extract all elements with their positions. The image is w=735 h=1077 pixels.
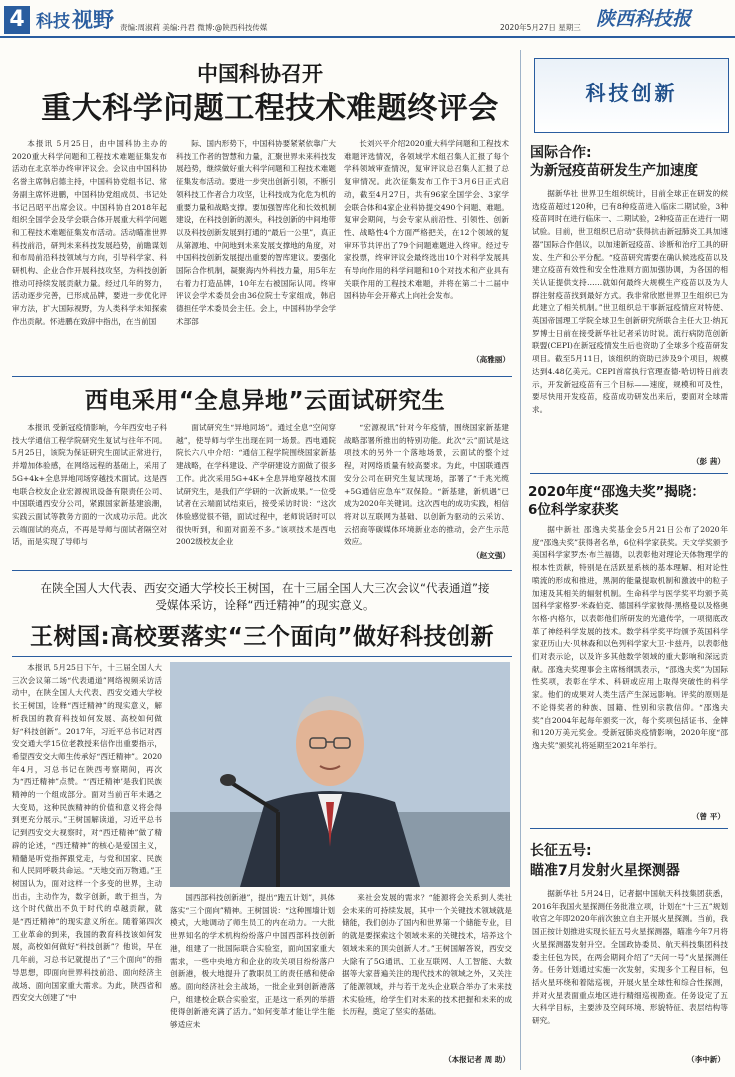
article3-col3: 来社会发展的需求？“能源将会关系到人类社会未来的可持续发展，其中一个关键技术领域就是储能，我们创办了国内和世界第一个储能专业，目的就是要探索这个领域未来的关键技术，培养这个领域未来的顶尖创新人才。”王树国解答说，西安交大除有了5G通讯、工业互联网、人工智能、大数据等大家普遍关注的现代技术的领域之外，又关注了能源领域，并与若干龙头企业联合举办了未来技术实验班，给学生们对未来的技术把握和未来的成长历程，奠定了坚实的基础。 bbox=[342, 893, 512, 1017]
article3-col2: 国西部科技创新港”，提出“跑五计划”，具体落实“三个面向”精神。王树国说：“这种围墙计划模式，大地调动了师生员工的内在动力。一大批世界知名的学术机构纷纷落户中国西部科技创新港，组建了一批国际联合实验室，面向国家重大需求，一些中央地方和企业的攻关项目纷纷落户创新港，极大地提升了教职员工的责任感和使命感。面向经济社会主战场，一批企业到创新港落户，组建校企联合实验室，正是这一系列的举措使得创新港充满了活力。”如何变革才能让学生能够适应未 bbox=[170, 893, 335, 1030]
side2-body: 据中新社 邵逸夫奖基金会5月21日公布了2020年度“邵逸夫奖”获得者名单，6位科学家获奖。天文学奖颁予美国科学家罗杰·布兰福德，以表彰他对理论天体物理学的根本性贡献，特别是在活跃星系核的基本理解、相对论性喷流的形成和推进，黑洞的能量提取机制和激波中的粒子加速及其相关的辐射机制。生命科学与医学奖平均颁予英国科学家格罗·米森伯克、德国科学家彼得·黑格曼以及格奥尔格·内格尔，以表彰他们所研发的光遗传学，一项彻底改革了神经科学发展的技术。数学科学奖平均颁予英国科学家亚历山大·贝林森和以色列科学家大卫·卡兹丹，以表彰他们对表示论，以及许多其他数学领域的重大影响和深远贡献。邵逸夫奖理事会主席杨纲凯表示，“邵逸夫奖”为国际性奖项，表彰在学术、科研或应用上取得突破性的科学家。他们的成果对人类生活产生深远影响。评奖的原则是不论得奖者的种族、国籍、性别和宗教信仰。“邵逸夫奖”自2004年起每年颁奖一次，每个奖项包括证书、金牌和120万美元奖金。受新冠肺炎疫情影响，2020年度“邵逸夫奖”颁奖礼将延期至2021年举行。 bbox=[532, 525, 728, 750]
article1-col3: 长刘兴平介绍2020重大科学问题和工程技术难题评选情况，各领域学术组召集人汇报了每个学科领域审查情况，复审评议总召集人汇报了总复审情况。此次征集发布工作于3月6日正式启动，截至4月27日，共有96家全国学会、3家学会联合体和4家企业科协提交490个问题、难题。复审会期间，与会专家从前沿性、引领性、创新性、战略性4个方面严格把关，在12个领域的复审环节共评出了79个问题难题进入终审。经过专家投票，终审评议会最终选出10个对科学发展具有导向作用的科学问题和10个对技术和产业具有关联作用的工程技术难题，并将在第二十二届中国科协年会开幕式上向社会发布。 bbox=[344, 139, 509, 301]
paper-name: 陕西科技报 bbox=[596, 8, 692, 30]
sidebar-logo bbox=[534, 58, 729, 133]
side1-divider bbox=[530, 473, 728, 474]
article2-col2: 面试研究生“异地同场”。通过全息“空间穿越”，使导师与学生出现在同一场景。西电通院院长六八中介绍：“通信工程学院围绕国家新基建战略，在学科建设、产学研建设方面做了很多工作。此次采用5G+4K+全息异地穿越技术面试研究生，是我们产学研的一次新成果。”一位受试者在云端面试结束后，接受采访时说：“这次体验感觉很不错，面试过程中，老师说话时可以很快听到，和面对面差不多。”该项技术是西电2002级校友企业 bbox=[176, 423, 336, 547]
article2-col3: “宏源视讯”针对今年疫情，围绕国家新基建战略部署所推出的特别功能。此次“云”面试是这项技术的另外一个落地场景，云面试的整个过程，对网络质量有较高要求。为此，中国联通西安分公司在研究生复试现场，部署了“千兆光缆+5G通信应急车”双保险。“新基建，新机遇”已成为2020年关键词。这次西电的成功实践，相信将对以互联网为基础、以创新为驱动的云采访、云招商等碳媒体环境新业态的推动，会产生示范效应。 bbox=[344, 423, 509, 547]
side1-title-a: 国际合作: bbox=[530, 145, 592, 161]
article1-byline: （高雅丽） bbox=[472, 355, 510, 364]
sidebar-logo-title: 科技创新 bbox=[585, 81, 678, 105]
article2-divider bbox=[12, 570, 512, 571]
portrait-photo bbox=[170, 662, 510, 887]
article1-col2: 际、国内形势下，中国科协要紧紧依靠广大科技工作者的智慧和力量，汇聚世界未来科技发展趋势，继续做好重大科学问题和工程技术难题征集发布活动。要进一步突出创新引领，不断引领科技工作者合力攻坚，让科技成为化危为机的重要力量和战略支撑。要加强智库化和长效机制建设，在科技创新的源头，科技创新的中间地带以及科技创新发展到打通的“最后一公里”，真正从第源地、中间地到未来发展支撑地的角度，对中国科技创新发展提出重要的智库建议。要强化国际合作机制，凝聚海内外科技力量，用5年左右着力打造品牌，10年左右被国际认同。终审评议会学术委员会由36位院士专家组成，韩启德担任学术委员会主任。会上，中国科协学会学术部部 bbox=[176, 139, 336, 326]
side1-title-b: 为新冠疫苗研发生产加速度 bbox=[530, 163, 698, 179]
editors-line: 责编:周淑莉 美编:丹君 微博:@陕西科技传媒 bbox=[120, 23, 268, 32]
article1-divider bbox=[12, 376, 512, 377]
side2-title-b: 6位科学家获奖 bbox=[528, 502, 619, 518]
side1-body: 据新华社 世界卫生组织统计，目前全球正在研发的候选疫苗超过120种，已有8种疫苗进入临床二期试验，3种疫苗同时在进行临床一、二期试验，2种疫苗正在进行一期试验。目前，世卫组织已启动“获得抗击新冠肺炎工具加速器”国际合作倡议，以加速新冠疫苗、诊断和治疗工具的研发、生产和公平分配。“疫苗研究需要在确认候选疫苗以及建立疫苗有效性和安全性准则方面加强协调，为各国的相关认证提供支持……就如何最终大规模生产疫苗以及为人群注射疫苗找到最好方式。我非常欣慰世界卫生组织已为此建立了相关机制。”世卫组织总干事新冠疫情应对特使、英国帝国理工学院全球卫生创新研究所联合主任大卫·纳瓦罗博士日前在接受新华社记者采访时说。流行病防范创新联盟(CEPI)在新冠疫情发生后也资助了全球多个疫苗研发项目。截至5月11日，该组织的资助已涉及9个项目，规模达到4.48亿美元。CEPI首席执行官理查德·哈切特日前表示，开发新冠疫苗有三个目标——速度，规模和可及性，要尽快用开发疫苗，疫苗成功研发出来后，要面对全球需求。 bbox=[532, 189, 728, 414]
side1-byline: （彭 茜） bbox=[691, 457, 725, 466]
section-title bbox=[36, 4, 114, 34]
issue-date: 2020年5月27日 星期三 bbox=[500, 23, 581, 32]
section-title-b: 视野 bbox=[72, 8, 114, 32]
side2-divider bbox=[530, 828, 728, 829]
column-divider bbox=[520, 50, 521, 1070]
article1-kicker: 中国科协召开 bbox=[197, 62, 323, 86]
article3-headline: 王树国:高校要落实“三个面向”做好科技创新 bbox=[30, 624, 494, 650]
side2-title-a: 2020年度“邵逸夫奖”揭晓： bbox=[528, 484, 705, 500]
page-number: 4 bbox=[4, 6, 30, 34]
article3-lede: 在陕全国人大代表、西安交通大学校长王树国，在十三届全国人大三次会议“代表通道”接受媒体采访，诠释“西迁精神”的现实意义。 bbox=[40, 581, 490, 612]
side3-byline: （李中新） bbox=[687, 1055, 725, 1064]
side3-title-a: 长征五号: bbox=[530, 843, 592, 859]
side3-body: 据新华社 5月24日，记者据中国航天科技集团获悉，2016年我国火星探测任务批准立项，计划在“十三五”规划收官之年即2020年前次独立自主开展火星探测。当前，我国正按计划推进实现长征五号火星探测器，瞄准今年7月将火星探测器发射升空。全国政协委员、航天科技集团科技委主任包为民，在两会期间介绍了“天问一号”火星探测任务。任务计划通过实施一次发射，实现多个工程目标，包括火星环绕和着陆巡视，开展火星全球性和综合性探测，并对火星表面重点地区进行精细巡视勘查。任务设定了五大科学目标，主要涉及空间环境、形貌特征、表层结构等研究。 bbox=[532, 889, 728, 1026]
article2-byline: （赵文强） bbox=[472, 551, 510, 560]
article3-col1: 本报讯 5月25日下午，十三届全国人大三次会议第二场“代表通道”网络视频采访活动中，在陕全国人大代表、西安交通大学校长王树国，诠释“西迁精神”的现实意义，解析我国的教育科技如何发展、高校如何做好“科技创新”。2017年，习近平总书记对西安交通大学15位老教授来信作出重要指示，希望西安交大师生传承好“西迁精神”。2020年4月，习总书记在陕西考察期间，再次为“西迁精神”点赞。“‘西迁精神’是我们民族精神的一个组成部分。面对当前百年未遇之大变局，这种民族精神的价值和意义将会得到更充分展示。”王树国解读道，习近平总书记到西安交大视察时，对“西迁精神”做了精辟的论述，“西迁精神”的核心是爱国主义，精髓是听党指挥跟党走，与党和国家、民族和人民同呼吸共命运。“天地交而万物通。”王树国认为，面对这样一个多变的世界，主动出击，主动作为，数字创新，敢于担当，为这个时代做出不负于时代的卓越贡献，就是“西迁精神”的现实意义所在。随着第四次工业革命的到来，我国的教育科技该如何发展，高校如何做好“科技创新”？他说，早在几年前，习总书记就提出了“三个面向”的指导思想，即面向世界科技前沿、面向经济主战场、面向国家重大需求。为此，陕西省和西安交大创建了“中 bbox=[12, 663, 162, 1003]
article1-col1: 本报讯 5月25日，由中国科协主办的2020重大科学问题和工程技术难题征集发布活动在北京举办终审评议会。会议由中国科协名誉主席韩启德主持，中国科协党组书记、常务副主席怀进鹏，中国科协党组成员、书记处书记吕昭平出席会议。中国科协自2018年起组织全国学会及学会联合体开展重大科学问题和工程技术难题征集发布活动。活动瞄准世界科技前沿，研判未来科技发展趋势，前瞻谋划和布局前沿科技领域与方向，引导科学家、科研机构、企业合作开展科技攻坚，为科技创新推动可持续发展贡献力量。经过几年的努力，活动逐步完善，已形成品牌，要进一步优化评审方法，扩大国际视野，为人类科学未知探索作出贡献。怀进鹏在致辞中指出，在当前国 bbox=[12, 139, 167, 326]
article3-byline: （本报记者 周 助） bbox=[443, 1055, 510, 1064]
article1-headline: 重大科学问题工程技术难题终评会 bbox=[41, 91, 499, 126]
article2-col1: 本报讯 受新冠疫情影响，今年西安电子科技大学通信工程学院研究生复试与往年不同。5月25日，该院为保证研究生面试正常进行，并增加体验感，在网络远程的基础上，采用了5G+4k+全息异地同场穿越技术面试。这是西电联合校友企业宏源视讯设备有限责任公司、中国联通西安分公司，紧跟国家新基建浪潮，实践云面试等教务方面的一次成功示范。此次云端面试的亮点，不再是导师与面试者隔空对话，而是实现了导师与 bbox=[12, 423, 167, 547]
portrait-illustration bbox=[170, 662, 510, 887]
article2-headline: 西电采用“全息异地”云面试研究生 bbox=[84, 388, 446, 414]
side3-title-b: 瞄准7月发射火星探测器 bbox=[530, 863, 680, 879]
article3-headline-rule bbox=[12, 656, 512, 657]
side2-byline: （曾 平） bbox=[691, 812, 725, 821]
section-title-a: 科技 bbox=[36, 12, 70, 32]
